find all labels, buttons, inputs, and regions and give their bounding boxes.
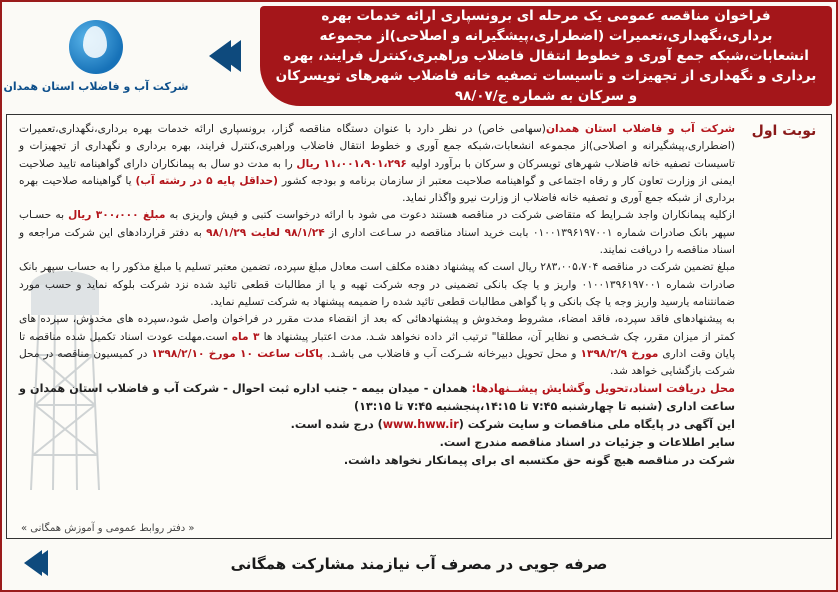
document-fee: مبلغ ۳۰۰،۰۰۰ ریال (68, 209, 166, 222)
validity-months: ۳ ماه (231, 330, 260, 343)
notice-title: فراخوان مناقصه عمومی یک مرحله ای برونسپاری ارائه خدمات بهره برداری،نگهداری،تعمیرات (اضطراری،پیشگیرانه و اصلاحی)از مجموعه انشعابات،شبکه جمع آوری و خطوط انتقال فاضلاب وراهبری،کنترل فرایند، بهره برداری و نگهداری از تجهیزات و تاسیسات تصفیه خانه فاضلاب شهرهای تویسرکان و سرکان به شماره ج/۹۸/۰۷ (260, 6, 832, 106)
purchase-dates: ۹۸/۱/۲۴ لغایت ۹۸/۱/۲۹ (206, 226, 325, 239)
opening-time: پاکات ساعت ۱۰ مورخ ۱۳۹۸/۲/۱۰ (151, 347, 324, 360)
intro-text-a: (سهامی خاص) در نظر دارد با عنوان دستگاه مناقصه گزار، برونسپاری ارائه خدمات بهره برداری،نگهداری،تعمیرات (اضطراری،پیشگیرانه و اصلاحی)از مجموعه انشعابات،شبکه جمع آوری و خطوط انتقال فاضلاب وراهبری،کنترل فرایند، بهره برداری و نگهداری از تجهیزات و تاسیسات تصفیه خانه فاضلاب شهرهای تویسرکان و سرکان با برآورد اولیه (19, 123, 735, 170)
intro-text-c: یا گواهینامه صلاحیت بهره برداری از شبکه جمع آوری و تصفیه خانه فاضلاب از وزارت نیرو واگذار نماید. (19, 174, 735, 205)
slogan-text: صرفه جویی در مصرف آب نیازمند مشارکت همگانی (230, 555, 608, 573)
submission-deadline: مورخ ۱۳۹۸/۲/۹ (580, 347, 659, 360)
water-drop-icon (69, 20, 123, 74)
cond-text-c: و محل تحویل دبیرخانه شـرکت آب و فاضلاب می باشـد. (327, 347, 577, 360)
address-text: همدان - میدان بیمه - جنب اداره ثبت احوال - شرکت آب و فاضلاب استان همدان و ساعت اداری (شنبه تا چهارشنبه ۷:۴۵ تا ۱۴:۱۵،پنجشنبه ۷:۴۵ تا ۱۳:۱۵) (19, 382, 735, 414)
notice-text (19, 121, 735, 510)
round-label: نوبت اول (751, 123, 817, 139)
website-text-b: ) درج شده است. (290, 418, 383, 432)
estimate-amount: ۱۱،۰۰۱،۹۰۱،۲۹۶ ریال (296, 157, 407, 170)
website-line (19, 416, 735, 434)
chevron-left-icon (190, 26, 260, 86)
company-name: شرکت آب و فاضلاب استان همدان (545, 123, 735, 135)
contact-block (19, 380, 735, 470)
paragraph-guarantee: مبلغ تضمین شرکت در مناقصه ۲۸۳،۰۰۵،۷۰۴ ریال است که پیشنهاد دهنده مکلف است معادل مبلغ سپرده، تضمین معتبر تسلیم یا مبلغ مذکور را به حساب سپهر بانک صادرات شماره ۰۱۰۰۱۳۹۶۱۹۷۰۰۱ واریز و یا چک بانکی تضمینی در وجه شرکت تهیه و یا از مطالبات قطعی تائید شده نزد شرکت بلوکه نماید و حسب مورد ضمانتنامه یارسید واریز وجه یا چک بانکی و یا گواهی مطالبات قطعی تائید شده را ضمیمه پیشنهاد به شرکت تسلیم نماید. (19, 261, 736, 308)
paragraph-documents (19, 207, 735, 259)
notice-body (6, 114, 832, 539)
rights-line: شرکت در مناقصه هیچ گونه حق مکتسبه ای برای پیمانکار نخواهد داشت. (343, 454, 735, 468)
chevron-left-icon (30, 550, 42, 576)
cond-text-a: به پیشنهادهای فاقد سپرده، فاقد امضاء، مشروط ومخدوش و پیشنهادهائی که بعد از انقضاء مدت مقرر در فراخوان واصل شود،سپرده های مخدوش، سپرده های کمتر از میزان مقرر، چک شـخصی و نظایر آن، مطلقا" ترتیب اثر داده نخواهد شـد. مدت اعتبار پیشنهاد ها (19, 313, 736, 343)
paragraph-conditions (19, 311, 735, 380)
cond-text-d: در کمیسیون مناقصه در محل شرکت بازگشایی خواهد شد. (19, 347, 735, 378)
header (2, 2, 836, 110)
docs-text-c: به دفتر قراردادهای این شرکت مراجعه و اسناد مناقصه را دریافت نمایند. (19, 226, 735, 257)
paragraph-intro (19, 121, 735, 207)
public-relations-note: « دفتر روابط عمومی و آموزش همگانی » (21, 523, 195, 534)
slogan-bar (2, 538, 836, 590)
website-text-a: این آگهی در پایگاه ملی مناقصات و سایت شرکت ( (458, 418, 735, 432)
address-line (19, 380, 735, 416)
logo-name: شرکت آب و فاضلاب استان همدان (3, 79, 189, 93)
docs-text-b: به حسـاب سپهر بانک صادرات شماره ۰۱۰۰۱۳۹۶۱۹۷۰۰۱ بابت خرید اسناد مناقصه در سـاعت اداری از (19, 209, 736, 239)
details-line: سایر اطلاعات و جزئیات در اسناد مناقصه مندرج است. (439, 436, 735, 450)
website-link[interactable]: www.hww.ir (382, 418, 459, 432)
cond-text-b: است.مهلت عودت اسناد تکمیل شده مناقصه تا پایان وقت اداری (19, 330, 736, 360)
grade-requirement: (حداقل پایه ۵ در رشته آب) (135, 174, 279, 187)
company-logo (2, 2, 190, 110)
intro-text-b: را به مدت دو سال به پیمانکاران دارای گواهینامه تایید صلاحیت ایمنی از وزارت تعاون کار و رفاه اجتماعی و گواهینامه صلاحیت معتبر از سازمان برنامه و بودجه کشور (19, 157, 735, 187)
address-label: محل دریافت اسناد،تحویل وگشایش پیشــنهادها: (471, 382, 735, 396)
docs-text-a: ازکلیه پیمانکاران واجد شـرایط که متقاضی شرکت در مناقصه هستند دعوت می شود با ارائه درخواست کتبی و فیش واریزی به (169, 209, 735, 222)
